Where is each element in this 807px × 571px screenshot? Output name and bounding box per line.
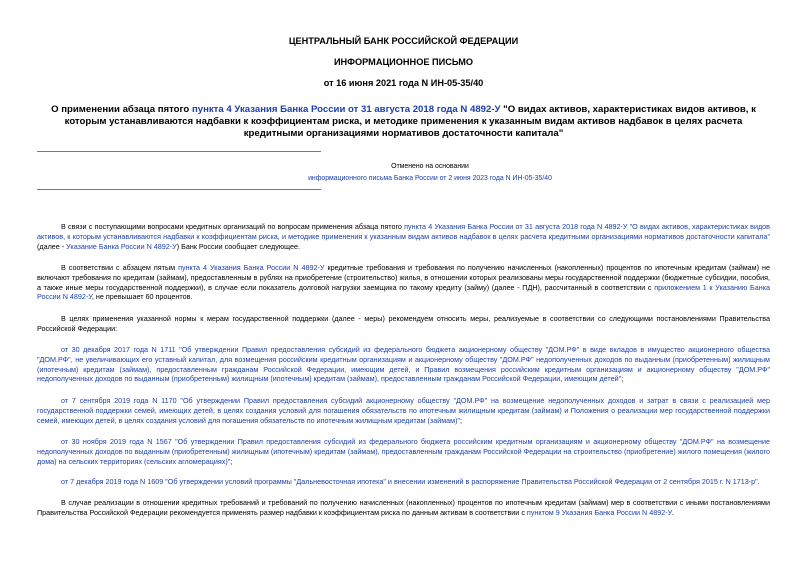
document-type-heading: ИНФОРМАЦИОННОЕ ПИСЬМО [333,57,474,67]
p5-link-resolution-1170[interactable]: от 7 сентября 2019 года N 1170 "Об утверждении Правил предоставления субсидий акционерному обществу "ДОМ.РФ" на возмещение недополученных доходов и затрат в связи с реализацией мер государственной поддержки семей, имеющих детей, в целях создания условий для погашения обязательств по ипотечным жилищным кредитам (займам) и Положения о реализации мер государственной поддержки семей, имеющих детей, в целях создания условий для погашения обязательств по ипотечным жилищным кредитам (займам)" [37,396,770,425]
paragraph-3: В целях применения указанной нормы к мерам государственной поддержки (далее - меры) рекомендуем относить меры, реализуемые в соответствии со следующими постановлениями Правительства Российской Федерации: [37,314,770,333]
paragraph-7 [37,477,770,487]
p8-link-point9[interactable]: пунктом 9 Указания Банка России N 4892-У [526,507,672,517]
paragraph-1 [37,222,770,251]
p2-text-2: кредитные требования и требования по получению начисленных (накопленных) процентов по ипотечным кредитам (займам) не включают требования по кредитам (займам), предоставленным в рублях на приобретение (строительство) жилья, в отношении которых реализованы меры государственной поддержки (бюджетные субсидии, пособия, а также иные меры государственной поддержки), в случае если показатель долговой нагрузки заемщика по такому кредиту (займу) (далее - ПДН), рассчитанный в соответствии с [37,263,770,292]
p2-link-point4[interactable]: пункта 4 Указания Банка России N 4892-У [178,263,325,272]
p1-link-decree[interactable]: пункта 4 Указания Банка России от 31 августа 2018 года N 4892-У "О видах активов, характеристиках видов активов, к которым устанавливаются надбавки к коэффициентам риска, и методике применения к указанным видам активов надбавок в целях расчета кредитными организациями нормативов достаточности капитала" [37,222,770,241]
paragraph-4 [37,345,770,384]
title-link-decree[interactable]: пункта 4 Указания Банка России от 31 августа 2018 года N 4892-У [191,104,501,115]
paragraph-8 [37,498,770,518]
p7-link-resolution-1609[interactable]: от 7 декабря 2019 года N 1609 "Об утверждении условий программы "Дальневосточная ипотека" и внесении изменений в распоряжение Правительства Российской Федерации от 2 сентября 2015 г. N 1713-р" [61,477,758,486]
p2-text: В соответствии с абзацем пятым [61,263,179,272]
title-text-end: "О видах активов, характеристиках видов активов, к которым устанавливаются надбавки к коэффициентам риска, и методике применения к указанным видам активов надбавок в целях расчета кредитными организациями нормативов достаточности капитала" [64,104,756,139]
cancel-note-label: Отменено на основании [391,163,469,170]
issuer-heading: ЦЕНТРАЛЬНЫЙ БАНК РОССИЙСКОЙ ФЕДЕРАЦИИ [288,36,519,46]
p6-link-resolution-1567[interactable]: от 30 ноября 2019 года N 1567 "Об утверждении Правил предоставления субсидий из федерального бюджета российским кредитным организациям и акционерному обществу "ДОМ.РФ" на возмещение недополученных доходов по выданным (приобретенным) жилищным (ипотечным) кредитам (займам), предоставленным гражданам Российской Федерации на строительство (приобретение) жилого помещения (жилого дома) на сельских территориях (сельских агломерациях)" [37,437,770,466]
document-date-number: от 16 июня 2021 года N ИН-05-35/40 [323,78,484,88]
p1-text: В связи с поступающими вопросами кредитных организаций по вопросам применения абзаца пятого [61,222,405,231]
paragraph-6 [37,437,770,466]
p1-text-3: ) Банк России сообщает следующее. [176,241,300,251]
p1-text-2: (далее - [37,241,67,251]
p6-end: ; [230,456,233,466]
cancel-note-link[interactable]: информационного письма Банка России от 2 июня 2023 года N ИН-05-35/40 [308,175,552,182]
divider-bottom [37,189,321,190]
divider-top [37,151,321,152]
paragraph-2 [37,263,770,302]
document-title [40,104,767,140]
p7-end: . [757,477,760,486]
p8-end: . [671,507,674,517]
p2-link-appendix[interactable]: приложением 1 к Указанию Банка России N 4892-У [37,282,770,302]
title-text-start: О применении абзаца пятого [51,104,192,115]
p1-link-short[interactable]: Указание Банка России N 4892-У [66,241,177,251]
paragraph-5 [37,396,770,425]
p4-end: ; [621,374,624,384]
p2-text-3: , не превышает 60 процентов. [91,292,193,302]
p5-end: ; [460,415,463,425]
p4-link-resolution-1711[interactable]: от 30 декабря 2017 года N 1711 "Об утверждении Правил предоставления субсидий из федерального бюджета акционерному обществу "ДОМ.РФ" в виде вкладов в имущество акционерного общества "ДОМ.РФ", не увеличивающих его уставный капитал, для возмещения российским кредитным организациям и акционерному обществу "ДОМ.РФ" недополученных доходов по выданным (приобретенным) жилищным (ипотечным) кредитам (займам), предоставленным гражданам Российской Федерации, имеющим детей, и Правил возмещения российским кредитным организациям и акционерному обществу "ДОМ.РФ" недополученных доходов по выданным (приобретенным) жилищным (ипотечным) кредитам (займам), предоставленным гражданам Российской Федерации, имеющим детей" [37,345,770,384]
p8-text: В случае реализации в отношении кредитных требований и требований по получению начисленных (накопленных) процентов по ипотечным кредитам (займам) мер в соответствии с иными постановлениями Правительства Российской Федерации рекомендуется применять размер надбавки к коэффициентам риска по данным активам в соответствии с [37,498,770,517]
